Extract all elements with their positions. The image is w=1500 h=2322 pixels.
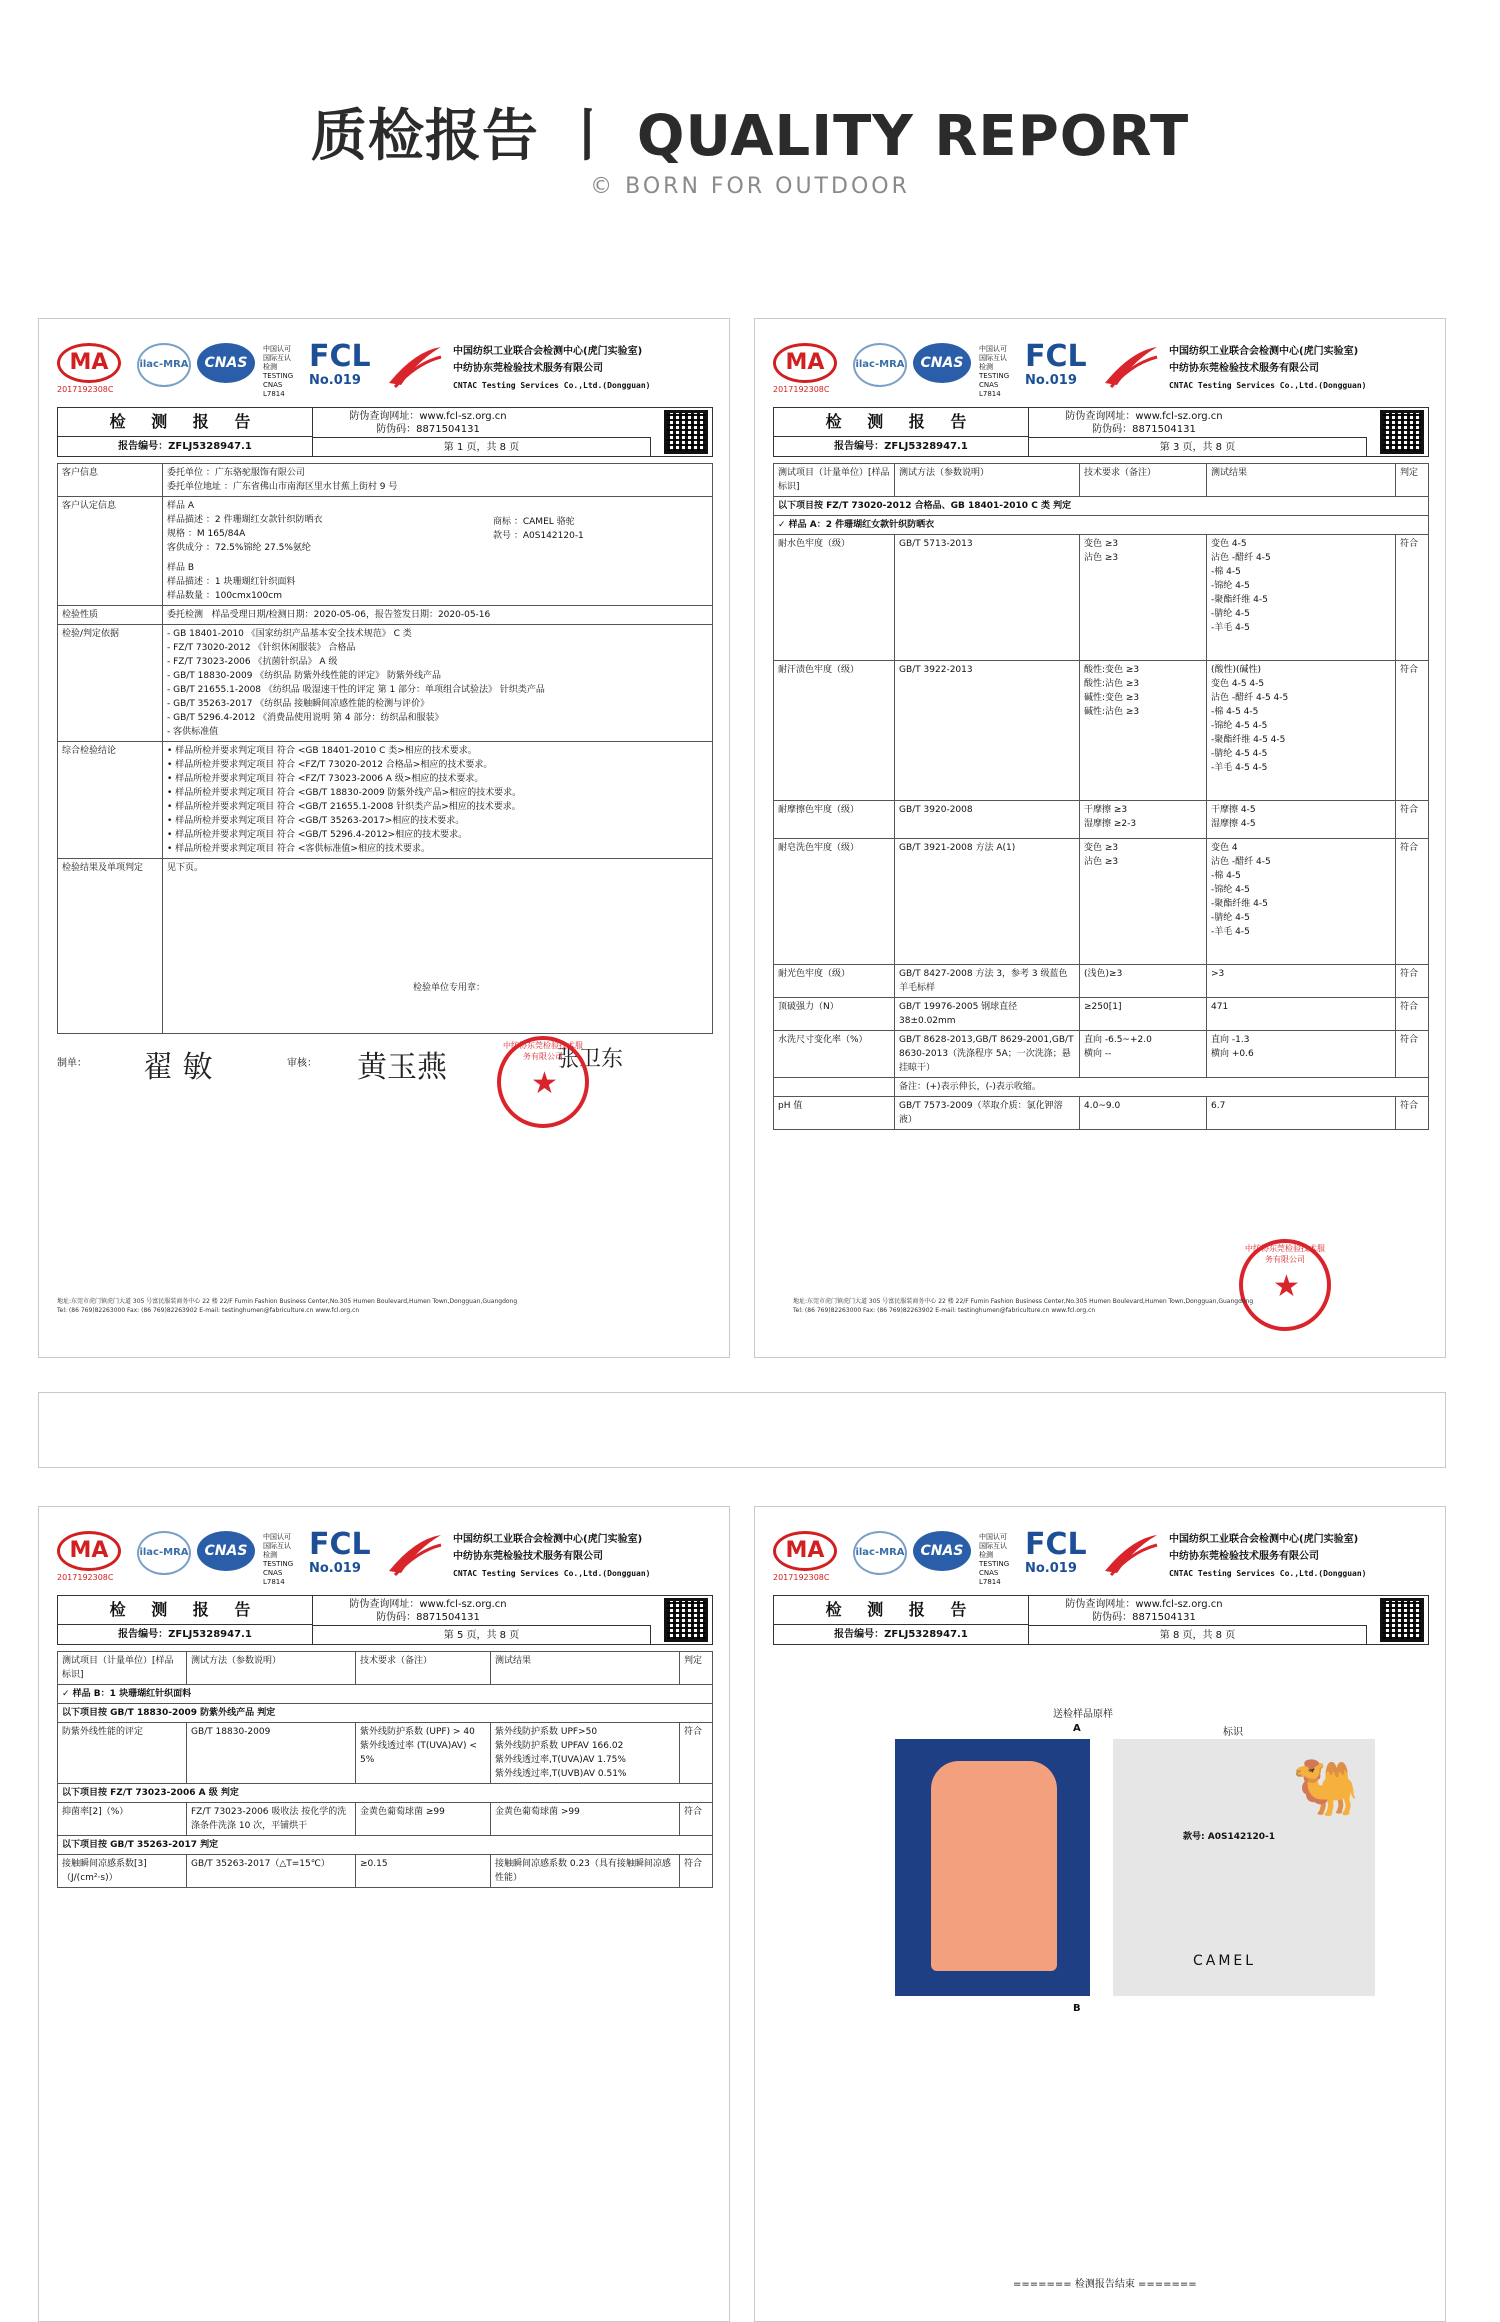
seal-label: 检验单位专用章： bbox=[413, 983, 486, 993]
cell: 防紫外线性能的评定 bbox=[58, 1723, 187, 1784]
org-names bbox=[453, 1531, 650, 1582]
sample-b-label: 样品 B bbox=[167, 563, 195, 573]
report-page-3 bbox=[754, 318, 1446, 1358]
sample-photo-title: 送检样品原样 bbox=[1053, 1709, 1113, 1720]
nature-value: 委托检测 bbox=[167, 610, 204, 620]
client-unit-label: 委托单位 bbox=[167, 468, 204, 478]
confirm-label: 客户认定信息 bbox=[58, 497, 163, 606]
footer-address: 地址:东莞市虎门镇虎门大道 305 号富民服装商务中心 22 楼 22/F Fumin Fashion Business Center,No.305 Humen Boulevard,Humen Town,Dongguan,Guangdong bbox=[793, 1298, 1254, 1305]
anti-fake-code: 防伪码：8871504131 bbox=[376, 424, 480, 435]
table-header-row bbox=[774, 464, 1429, 497]
cell: 干摩擦 ≥3 湿摩擦 ≥2-3 bbox=[1080, 801, 1207, 839]
label-code: 款号: A0S142120-1 bbox=[1183, 1832, 1276, 1842]
basis-item: - GB/T 35263-2017 《纺织品 接触瞬间凉感性能的检测与评价》 bbox=[167, 699, 430, 709]
cell: GB/T 5713-2013 bbox=[895, 535, 1080, 661]
cert-logos bbox=[57, 1527, 713, 1587]
conclusion-item: • 样品所检并要求判定项目 符合 <GB/T 18830-2009 防紫外线产品>相应的技术要求。 bbox=[167, 788, 522, 798]
cell: GB/T 3920-2008 bbox=[895, 801, 1080, 839]
cell: 6.7 bbox=[1207, 1097, 1396, 1130]
qr-code-icon bbox=[1380, 410, 1424, 454]
anti-fake-url: 防伪查询网址：www.fcl-sz.org.cn bbox=[349, 1599, 507, 1610]
client-addr: ：广东省佛山市南海区里水甘蕉上街村 9 号 bbox=[223, 482, 398, 492]
care-label-photo bbox=[1113, 1739, 1375, 1996]
cell: 耐摩擦色牢度（级） bbox=[774, 801, 895, 839]
basis-item: - GB/T 21655.1-2008 《纺织品 吸湿速干性的评定 第 1 部分：单项组合试验法》 针织类产品 bbox=[167, 685, 545, 695]
report-title: 检 测 报 告 bbox=[774, 1596, 1029, 1625]
official-stamp bbox=[497, 1036, 589, 1128]
cell: 符合 bbox=[680, 1855, 713, 1888]
section-title: 以下项目按 FZ/T 73023-2006 A 级 判定 bbox=[58, 1784, 713, 1803]
table-row bbox=[58, 1803, 713, 1836]
org-names bbox=[453, 343, 650, 394]
fcl-logo bbox=[1025, 1527, 1095, 1577]
anti-fake-info bbox=[1029, 410, 1259, 436]
table-row bbox=[774, 661, 1429, 801]
report-title-block bbox=[57, 1595, 713, 1645]
cell: 金黄色葡萄球菌 >99 bbox=[491, 1803, 680, 1836]
ma-number: 2017192308C bbox=[773, 385, 830, 394]
table-row bbox=[58, 1723, 713, 1784]
report-number: 报告编号：ZFLJ5328947.1 bbox=[774, 437, 1029, 456]
cell: >3 bbox=[1207, 965, 1396, 998]
cell: 紫外线防护系数 UPF>50 紫外线防护系数 UPFAV 166.02 紫外线透过率,T(UVA)AV 1.75% 紫外线透过率,T(UVB)AV 0.51% bbox=[491, 1723, 680, 1784]
client-unit: ：广东骆驼服饰有限公司 bbox=[205, 468, 305, 478]
cell: 符合 bbox=[1396, 801, 1429, 839]
table-row bbox=[774, 1031, 1429, 1078]
cnas-mark: 中国认可 国际互认 检测 TESTING CNAS L7814 bbox=[263, 1533, 294, 1586]
client-label: 客户信息 bbox=[58, 464, 163, 497]
table-row bbox=[58, 497, 713, 606]
cell: 接触瞬间凉感系数 0.23（具有接触瞬间凉感性能） bbox=[491, 1855, 680, 1888]
qr-code-icon bbox=[1380, 1598, 1424, 1642]
cell: GB/T 18830-2009 bbox=[187, 1723, 356, 1784]
cell: 耐水色牢度（级） bbox=[774, 535, 895, 661]
cell: 紫外线防护系数 (UPF) > 40 紫外线透过率 (T(UVA)AV) < 5% bbox=[356, 1723, 491, 1784]
sample-title: ✓ 样品 B：1 块珊瑚红针织面料 bbox=[58, 1685, 713, 1704]
section-title: 以下项目按 GB/T 18830-2009 防紫外线产品 判定 bbox=[58, 1704, 713, 1723]
cell: 4.0~9.0 bbox=[1080, 1097, 1207, 1130]
cell: 接触瞬间凉感系数[3]（J/(cm²·s)） bbox=[58, 1855, 187, 1888]
stamp-text: 中纺协东莞检验技术服务有限公司 bbox=[1245, 1244, 1325, 1264]
section-row bbox=[58, 1685, 713, 1704]
table-row bbox=[58, 464, 713, 497]
report-title-block bbox=[773, 407, 1429, 457]
cell: 符合 bbox=[1396, 1031, 1429, 1078]
cell: 耐皂洗色牢度（级） bbox=[774, 839, 895, 965]
report-page-8 bbox=[754, 1506, 1446, 2322]
cell: GB/T 3922-2013 bbox=[895, 661, 1080, 801]
fcl-text: FCL bbox=[309, 339, 371, 374]
cert-logos bbox=[57, 339, 713, 399]
page-number: 第 1 页，共 8 页 bbox=[313, 437, 651, 457]
table-row bbox=[58, 1855, 713, 1888]
conclusion-item: • 样品所检并要求判定项目 符合 <GB/T 35263-2017>相应的技术要求。 bbox=[167, 816, 465, 826]
report-info-table bbox=[57, 463, 713, 1034]
org-cn-2: 中纺协东莞检验技术服务有限公司 bbox=[453, 1551, 603, 1562]
nature-cell bbox=[163, 606, 713, 625]
conclusion-item: • 样品所检并要求判定项目 符合 <GB/T 21655.1-2008 针织类产品>相应的技术要求。 bbox=[167, 802, 521, 812]
ilac-logo: ilac-MRA bbox=[137, 1531, 191, 1575]
report-page-5 bbox=[38, 1506, 730, 2322]
maker-signature: 翟 敏 bbox=[143, 1050, 213, 1085]
table-row bbox=[774, 839, 1429, 965]
report-title-block bbox=[57, 407, 713, 457]
report-page-1 bbox=[38, 318, 730, 1358]
fcl-text: FCL bbox=[1025, 1527, 1087, 1562]
divider-band bbox=[38, 1392, 1446, 1468]
col-header: 判定 bbox=[680, 1652, 713, 1685]
cnas-logo: CNAS bbox=[913, 1531, 971, 1571]
table-header-row bbox=[58, 1652, 713, 1685]
cell: 符合 bbox=[1396, 661, 1429, 801]
reviewer-signature: 黄玉燕 bbox=[357, 1050, 447, 1085]
swoosh-icon bbox=[387, 1531, 443, 1577]
page-number: 第 8 页，共 8 页 bbox=[1029, 1625, 1367, 1645]
cell: GB/T 8628-2013,GB/T 8629-2001,GB/T 8630-2013（洗涤程序 5A；一次洗涤；悬挂晾干） bbox=[895, 1031, 1080, 1078]
ma-number: 2017192308C bbox=[773, 1573, 830, 1582]
org-names bbox=[1169, 343, 1366, 394]
section-title: 以下项目按 FZ/T 73020-2012 合格品、GB 18401-2010 C 类 判定 bbox=[774, 497, 1429, 516]
conclusion-item: • 样品所检并要求判定项目 符合 <GB 18401-2010 C 类>相应的技术要求。 bbox=[167, 746, 477, 756]
col-header: 测试结果 bbox=[491, 1652, 680, 1685]
footer bbox=[57, 1297, 697, 1315]
page-number: 第 5 页，共 8 页 bbox=[313, 1625, 651, 1645]
ma-number: 2017192308C bbox=[57, 385, 114, 394]
basis-label: 检验/判定依据 bbox=[58, 625, 163, 742]
org-cn-2: 中纺协东莞检验技术服务有限公司 bbox=[1169, 363, 1319, 374]
org-en: CNTAC Testing Services Co.,Ltd.(Dongguan) bbox=[1169, 381, 1367, 390]
section-row bbox=[774, 516, 1429, 535]
org-cn-2: 中纺协东莞检验技术服务有限公司 bbox=[453, 363, 603, 374]
basis-item: - 客供标准值 bbox=[167, 727, 219, 737]
footer-address: 地址:东莞市虎门镇虎门大道 305 号富民服装商务中心 22 楼 22/F Fumin Fashion Business Center,No.305 Humen Boulevard,Humen Town,Dongguan,Guangdong bbox=[57, 1298, 518, 1305]
ilac-logo: ilac-MRA bbox=[853, 1531, 907, 1575]
cell: GB/T 19976-2005 钢球直径 38±0.02mm bbox=[895, 998, 1080, 1031]
cell: 酸性:变色 ≥3 酸性:沾色 ≥3 碱性:变色 ≥3 碱性:沾色 ≥3 bbox=[1080, 661, 1207, 801]
org-cn-1: 中国纺织工业联合会检测中心(虎门实验室) bbox=[453, 346, 643, 357]
fcl-number: No.019 bbox=[1025, 1561, 1077, 1576]
cnas-logo: CNAS bbox=[913, 343, 971, 383]
nature-label: 检验性质 bbox=[58, 606, 163, 625]
fcl-text: FCL bbox=[1025, 339, 1087, 374]
label-brand: CAMEL bbox=[1193, 1953, 1257, 1969]
ma-logo: MA bbox=[57, 343, 121, 383]
cell: 变色 4 沾色 -醋纤 4-5 -棉 4-5 -锦纶 4-5 -聚酯纤维 4-5 -腈纶 4-5 -羊毛 4-5 bbox=[1207, 839, 1396, 965]
basis-item: - GB/T 5296.4-2012 《消费品使用说明 第 4 部分：纺织品和服装》 bbox=[167, 713, 444, 723]
conclusion-item: • 样品所检并要求判定项目 符合 <GB/T 5296.4-2012>相应的技术要求。 bbox=[167, 830, 468, 840]
qr-code-icon bbox=[664, 1598, 708, 1642]
section-row bbox=[58, 1784, 713, 1803]
photo-a-label: A bbox=[1073, 1723, 1081, 1734]
footer-contact: Tel: (86 769)82263000 Fax: (86 769)82263902 E-mail: testinghumen@fabriculture.cn www.fcl.org.cn bbox=[57, 1307, 360, 1314]
jacket-image bbox=[931, 1761, 1057, 1971]
fcl-number: No.019 bbox=[309, 373, 361, 388]
test-results-table bbox=[773, 463, 1429, 1130]
client-addr-label: 委托单位地址 bbox=[167, 482, 222, 492]
sample-b-row: 样品数量 ：100cmx100cm bbox=[167, 591, 282, 601]
results-cell bbox=[163, 859, 713, 1034]
conclusion-item: • 样品所检并要求判定项目 符合 <FZ/T 73023-2006 A 级>相应的技术要求。 bbox=[167, 774, 484, 784]
report-title: 检 测 报 告 bbox=[58, 1596, 313, 1625]
cell: pH 值 bbox=[774, 1097, 895, 1130]
table-row bbox=[774, 965, 1429, 998]
footer-contact: Tel: (86 769)82263000 Fax: (86 769)82263902 E-mail: testinghumen@fabriculture.cn www.fcl.org.cn bbox=[793, 1307, 1096, 1314]
footer bbox=[793, 1297, 1413, 1315]
swoosh-icon bbox=[387, 343, 443, 389]
conclusion-label: 综合检验结论 bbox=[58, 742, 163, 859]
table-row bbox=[774, 1078, 1429, 1097]
cnas-logo: CNAS bbox=[197, 1531, 255, 1571]
conclusion-item: • 样品所检并要求判定项目 符合 <FZ/T 73020-2012 合格品>相应的技术要求。 bbox=[167, 760, 493, 770]
report-number: 报告编号：ZFLJ5328947.1 bbox=[58, 437, 313, 456]
section-row bbox=[58, 1704, 713, 1723]
col-header: 测试项目（计量单位）[样品标识] bbox=[58, 1652, 187, 1685]
report-title: 检 测 报 告 bbox=[58, 408, 313, 437]
results-label: 检验结果及单项判定 bbox=[58, 859, 163, 1034]
results-value: 见下页。 bbox=[167, 863, 204, 873]
col-header: 测试结果 bbox=[1207, 464, 1396, 497]
cell: 顶破强力（N） bbox=[774, 998, 895, 1031]
sample-a-label: 样品 A bbox=[167, 501, 195, 511]
official-stamp bbox=[1239, 1239, 1331, 1331]
qr-code-icon bbox=[664, 410, 708, 454]
cell: GB/T 3921-2008 方法 A(1) bbox=[895, 839, 1080, 965]
fcl-number: No.019 bbox=[1025, 373, 1077, 388]
cell: ≥0.15 bbox=[356, 1855, 491, 1888]
col-header: 测试方法（参数说明） bbox=[187, 1652, 356, 1685]
anti-fake-code: 防伪码：8871504131 bbox=[1092, 1612, 1196, 1623]
fcl-number: No.019 bbox=[309, 1561, 361, 1576]
org-en: CNTAC Testing Services Co.,Ltd.(Dongguan) bbox=[1169, 1569, 1367, 1578]
cell: GB/T 8427-2008 方法 3，参考 3 级蓝色羊毛标样 bbox=[895, 965, 1080, 998]
report-number: 报告编号：ZFLJ5328947.1 bbox=[774, 1625, 1029, 1644]
cell: 符合 bbox=[1396, 1097, 1429, 1130]
swoosh-icon bbox=[1103, 1531, 1159, 1577]
col-header: 判定 bbox=[1396, 464, 1429, 497]
cell: 符合 bbox=[1396, 839, 1429, 965]
org-names bbox=[1169, 1531, 1366, 1582]
cert-logos bbox=[773, 1527, 1429, 1587]
page-number: 第 3 页，共 8 页 bbox=[1029, 437, 1367, 457]
page-header bbox=[0, 0, 1500, 260]
org-en: CNTAC Testing Services Co.,Ltd.(Dongguan) bbox=[453, 381, 651, 390]
basis-list bbox=[163, 625, 713, 742]
brand-label: 商标 ：CAMEL 骆驼 bbox=[493, 517, 575, 527]
photo-b-label: B bbox=[1073, 2003, 1081, 2014]
cell: (浅色)≥3 bbox=[1080, 965, 1207, 998]
basis-item: - FZ/T 73020-2012 《针织休闲服装》 合格品 bbox=[167, 643, 356, 653]
col-header: 测试项目（计量单位）[样品标识] bbox=[774, 464, 895, 497]
sample-title: ✓ 样品 A：2 件珊瑚红女款针织防晒衣 bbox=[774, 516, 1429, 535]
table-row bbox=[774, 535, 1429, 661]
sample-a-row: 规格 ：M 165/84A bbox=[167, 529, 246, 539]
cell: 符合 bbox=[1396, 965, 1429, 998]
org-cn-2: 中纺协东莞检验技术服务有限公司 bbox=[1169, 1551, 1319, 1562]
cell: 符合 bbox=[680, 1803, 713, 1836]
ilac-logo: ilac-MRA bbox=[137, 343, 191, 387]
ma-number: 2017192308C bbox=[57, 1573, 114, 1582]
swoosh-icon bbox=[1103, 343, 1159, 389]
ma-logo: MA bbox=[57, 1531, 121, 1571]
ma-logo: MA bbox=[773, 1531, 837, 1571]
cell: GB/T 35263-2017（△T=15℃） bbox=[187, 1855, 356, 1888]
col-header: 技术要求（备注） bbox=[1080, 464, 1207, 497]
star-icon: ★ bbox=[531, 1066, 558, 1101]
approver-signature: 张卫东 bbox=[557, 1047, 624, 1072]
table-row bbox=[58, 742, 713, 859]
cell: 符合 bbox=[1396, 535, 1429, 661]
cell: 变色 ≥3 沾色 ≥3 bbox=[1080, 535, 1207, 661]
cell: 金黄色葡萄球菌 ≥99 bbox=[356, 1803, 491, 1836]
anti-fake-code: 防伪码：8871504131 bbox=[376, 1612, 480, 1623]
anti-fake-code: 防伪码：8871504131 bbox=[1092, 424, 1196, 435]
fcl-text: FCL bbox=[309, 1527, 371, 1562]
org-cn-1: 中国纺织工业联合会检测中心(虎门实验室) bbox=[1169, 1534, 1359, 1545]
cell: 符合 bbox=[680, 1723, 713, 1784]
reviewer-label: 审核： bbox=[287, 1058, 317, 1069]
report-end: ======= 检测报告结束 ======= bbox=[1013, 2279, 1197, 2290]
cnas-mark: 中国认可 国际互认 检测 TESTING CNAS L7814 bbox=[979, 345, 1010, 398]
ma-logo: MA bbox=[773, 343, 837, 383]
anti-fake-url: 防伪查询网址：www.fcl-sz.org.cn bbox=[1065, 1599, 1223, 1610]
report-number: 报告编号：ZFLJ5328947.1 bbox=[58, 1625, 313, 1644]
cnas-mark: 中国认可 国际互认 检测 TESTING CNAS L7814 bbox=[263, 345, 294, 398]
sample-b-row: 样品描述 ：1 块珊瑚红针织面料 bbox=[167, 577, 296, 587]
table-row bbox=[58, 606, 713, 625]
cell: GB/T 7573-2009（萃取介质：氯化钾溶液） bbox=[895, 1097, 1080, 1130]
cert-logos bbox=[773, 339, 1429, 399]
table-row bbox=[774, 1097, 1429, 1130]
basis-item: - FZ/T 73023-2006 《抗菌针织品》 A 级 bbox=[167, 657, 338, 667]
sample-photo bbox=[895, 1739, 1090, 1996]
table-row bbox=[774, 998, 1429, 1031]
brand-block bbox=[493, 515, 584, 543]
cell bbox=[774, 1078, 895, 1097]
page-subtitle: © BORN FOR OUTDOOR bbox=[590, 174, 910, 199]
ilac-logo: ilac-MRA bbox=[853, 343, 907, 387]
cell: 直向 -1.3 横向 +0.6 bbox=[1207, 1031, 1396, 1078]
cnas-mark: 中国认可 国际互认 检测 TESTING CNAS L7814 bbox=[979, 1533, 1010, 1586]
col-header: 技术要求（备注） bbox=[356, 1652, 491, 1685]
cell: 符合 bbox=[1396, 998, 1429, 1031]
star-icon: ★ bbox=[1273, 1269, 1300, 1304]
cell: 耐光色牢度（级） bbox=[774, 965, 895, 998]
conclusion-list bbox=[163, 742, 713, 859]
label-title: 标识 bbox=[1223, 1727, 1243, 1738]
cell: 水洗尺寸变化率（%） bbox=[774, 1031, 895, 1078]
report-title-block bbox=[773, 1595, 1429, 1645]
anti-fake-url: 防伪查询网址：www.fcl-sz.org.cn bbox=[349, 411, 507, 422]
cell: ≥250[1] bbox=[1080, 998, 1207, 1031]
cnas-logo: CNAS bbox=[197, 343, 255, 383]
fcl-logo bbox=[309, 339, 379, 389]
stamp-text: 中纺协东莞检验技术服务有限公司 bbox=[503, 1041, 583, 1061]
dates-value: 样品受理日期/检测日期：2020-05-06，报告签发日期：2020-05-16 bbox=[211, 610, 491, 620]
fcl-logo bbox=[1025, 339, 1095, 389]
maker-label: 制单： bbox=[57, 1058, 87, 1069]
sample-a-row: 样品描述 ：2 件珊瑚红女款针织防晒衣 bbox=[167, 515, 323, 525]
cell: 变色 4-5 沾色 -醋纤 4-5 -棉 4-5 -锦纶 4-5 -聚酯纤维 4-5 -腈纶 4-5 -羊毛 4-5 bbox=[1207, 535, 1396, 661]
basis-item: - GB/T 18830-2009 《纺织品 防紫外线性能的评定》 防紫外线产品 bbox=[167, 671, 442, 681]
sample-info bbox=[163, 497, 713, 606]
report-title: 检 测 报 告 bbox=[774, 408, 1029, 437]
table-row bbox=[774, 801, 1429, 839]
cell: 干摩擦 4-5 湿摩擦 4-5 bbox=[1207, 801, 1396, 839]
client-info bbox=[163, 464, 713, 497]
note-cell: 备注：(+)表示伸长，(-)表示收缩。 bbox=[895, 1078, 1429, 1097]
table-row bbox=[58, 625, 713, 742]
cell: 变色 ≥3 沾色 ≥3 bbox=[1080, 839, 1207, 965]
page-title: 质检报告 丨 QUALITY REPORT bbox=[310, 104, 1190, 169]
org-cn-1: 中国纺织工业联合会检测中心(虎门实验室) bbox=[1169, 346, 1359, 357]
org-cn-1: 中国纺织工业联合会检测中心(虎门实验室) bbox=[453, 1534, 643, 1545]
signature-area bbox=[57, 1034, 713, 1114]
anti-fake-url: 防伪查询网址：www.fcl-sz.org.cn bbox=[1065, 411, 1223, 422]
basis-item: - GB 18401-2010 《国家纺织产品基本安全技术规范》 C 类 bbox=[167, 629, 412, 639]
anti-fake-info bbox=[313, 410, 543, 436]
test-results-table bbox=[57, 1651, 713, 1888]
conclusion-item: • 样品所检并要求判定项目 符合 <客供标准值>相应的技术要求。 bbox=[167, 844, 430, 854]
section-row bbox=[58, 1836, 713, 1855]
table-row bbox=[58, 859, 713, 1034]
section-row bbox=[774, 497, 1429, 516]
fcl-logo bbox=[309, 1527, 379, 1577]
style-label: 款号 ：A0S142120-1 bbox=[493, 531, 584, 541]
col-header: 测试方法（参数说明） bbox=[895, 464, 1080, 497]
cell: 直向 -6.5~+2.0 横向 -- bbox=[1080, 1031, 1207, 1078]
anti-fake-info bbox=[313, 1598, 543, 1624]
cell: 抑菌率[2]（%） bbox=[58, 1803, 187, 1836]
cell: FZ/T 73023-2006 吸收法 按化学的洗涤条件洗涤 10 次，平铺烘干 bbox=[187, 1803, 356, 1836]
sample-a-row: 客供成分 ：72.5%锦纶 27.5%氨纶 bbox=[167, 543, 311, 553]
cell: 471 bbox=[1207, 998, 1396, 1031]
cell: 耐汗渍色牢度（级） bbox=[774, 661, 895, 801]
org-en: CNTAC Testing Services Co.,Ltd.(Dongguan) bbox=[453, 1569, 651, 1578]
camel-logo-icon: 🐫 bbox=[1292, 1756, 1360, 1819]
cell: (酸性)(碱性) 变色 4-5 4-5 沾色 -醋纤 4-5 4-5 -棉 4-5 4-5 -锦纶 4-5 4-5 -聚酯纤维 4-5 4-5 -腈纶 4-5 4-5 -羊毛 4-5 4-5 bbox=[1207, 661, 1396, 801]
anti-fake-info bbox=[1029, 1598, 1259, 1624]
section-title: 以下项目按 GB/T 35263-2017 判定 bbox=[58, 1836, 713, 1855]
